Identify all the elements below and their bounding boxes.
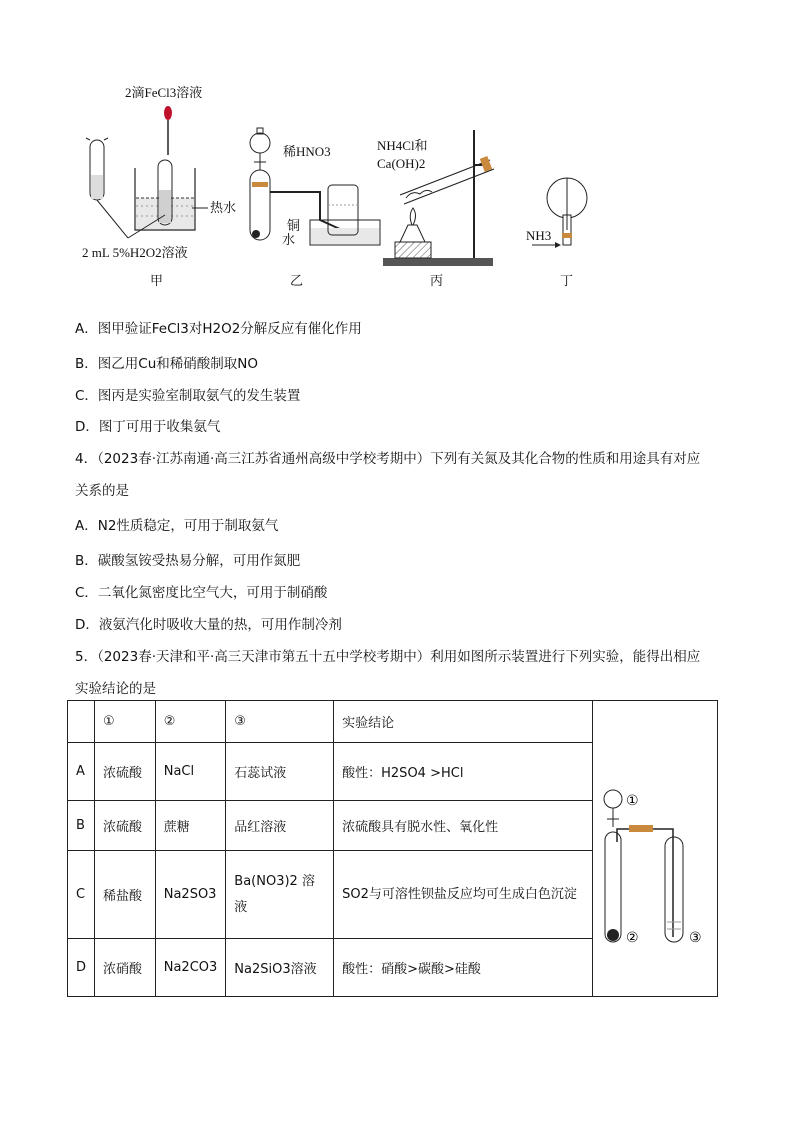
jia-hot-water-label: 热水 (210, 200, 237, 215)
q4-option-d: D．液氨汽化时吸收大量的热，可用作制冷剂 (75, 617, 342, 633)
table-header-cell: ① (95, 701, 156, 743)
table-header-cell: ③ (226, 701, 334, 743)
apparatus-figures (70, 70, 730, 300)
cell-conclusion: 浓硫酸具有脱水性、氧化性 (334, 801, 593, 851)
cell-reagent-2: NaCl (155, 743, 226, 801)
cell-conclusion: 酸性：H2SO4 >HCl (334, 743, 593, 801)
q5-stem-line2: 实验结论的是 (75, 681, 156, 697)
row-label: C (68, 851, 95, 939)
label-circle-1: ① (625, 792, 639, 809)
q5-apparatus-drawing (593, 747, 717, 947)
yi-acid-label: 稀HNO3 (283, 144, 331, 159)
bing-reagent-label-2: Ca(OH)2 (377, 156, 426, 171)
cell-reagent-1: 稀盐酸 (95, 851, 156, 939)
q4-option-a: A．N2性质稳定，可用于制取氨气 (75, 518, 279, 534)
q4-stem-line1: 4．（2023春·江苏南通·高三江苏省通州高级中学校考期中）下列有关氮及其化合物的性质和用途具有对应 (75, 451, 701, 467)
yi-copper-label: 铜 (287, 218, 301, 233)
cell-reagent-3: Na2SiO3溶液 (226, 939, 334, 997)
cell-reagent-2: Na2SO3 (155, 851, 226, 939)
figure-jia (82, 85, 236, 289)
q4-stem-line2: 关系的是 (75, 483, 129, 499)
cell-reagent-2: 蔗糖 (155, 801, 226, 851)
q3-option-b: B．图乙用Cu和稀硝酸制取NO (75, 356, 258, 372)
dropper-bulb-icon (164, 106, 172, 120)
label-circle-3: ③ (688, 929, 702, 946)
figure-bing (377, 130, 494, 289)
table-header-row (68, 701, 718, 743)
cell-conclusion: SO2与可溶性钡盐反应均可生成白色沉淀 (334, 851, 593, 939)
yi-caption: 乙 (290, 274, 304, 289)
ding-gas-label: NH3 (526, 228, 552, 243)
q4-option-c: C．二氧化氮密度比空气大，可用于制硝酸 (75, 585, 328, 601)
q5-stem-line1: 5．（2023春·天津和平·高三天津市第五十五中学校考期中）利用如图所示装置进行下列实验，能得出相应 (75, 649, 701, 665)
q3-option-c: C．图丙是实验室制取氨气的发生装置 (75, 388, 301, 404)
q3-option-a: A．图甲验证FeCl3对H2O2分解反应有催化作用 (75, 321, 362, 337)
jia-dropper-label: 2滴FeCl3溶液 (125, 85, 203, 100)
cell-reagent-3: Ba(NO3)2 溶液 (226, 851, 334, 939)
cell-reagent-1: 浓硫酸 (95, 801, 156, 851)
apparatus-cell (592, 701, 717, 997)
table-header-cell: ② (155, 701, 226, 743)
row-label: D (68, 939, 95, 997)
separatory-funnel-icon (250, 133, 270, 153)
cell-reagent-3: 品红溶液 (226, 801, 334, 851)
q4-option-b: B．碳酸氢铵受热易分解，可用作氮肥 (75, 553, 301, 569)
ding-caption: 丁 (560, 274, 574, 289)
apparatus-drawing (70, 70, 730, 300)
separatory-funnel-icon (604, 790, 622, 808)
label-circle-2: ② (625, 929, 639, 946)
cell-reagent-1: 浓硫酸 (95, 743, 156, 801)
bing-caption: 丙 (430, 274, 444, 289)
cell-reagent-2: Na2CO3 (155, 939, 226, 997)
jia-h2o2-label: 2 mL 5%H2O2溶液 (82, 245, 188, 260)
yi-water-label: 水 (282, 232, 296, 247)
table-header-cell (68, 701, 95, 743)
alcohol-lamp-icon (400, 225, 425, 242)
cell-reagent-3: 石蕊试液 (226, 743, 334, 801)
q3-option-d: D．图丁可用于收集氨气 (75, 419, 221, 435)
row-label: A (68, 743, 95, 801)
cell-conclusion: 酸性：硝酸>碳酸>硅酸 (334, 939, 593, 997)
bing-reagent-label-1: NH4Cl和 (377, 138, 428, 153)
table-header-cell: 实验结论 (334, 701, 593, 743)
cell-reagent-1: 浓硝酸 (95, 939, 156, 997)
q5-table (67, 700, 718, 997)
figure-yi (250, 128, 380, 289)
jia-caption: 甲 (150, 274, 164, 289)
figure-ding (526, 178, 587, 289)
row-label: B (68, 801, 95, 851)
iron-stand-base-icon (383, 258, 493, 266)
